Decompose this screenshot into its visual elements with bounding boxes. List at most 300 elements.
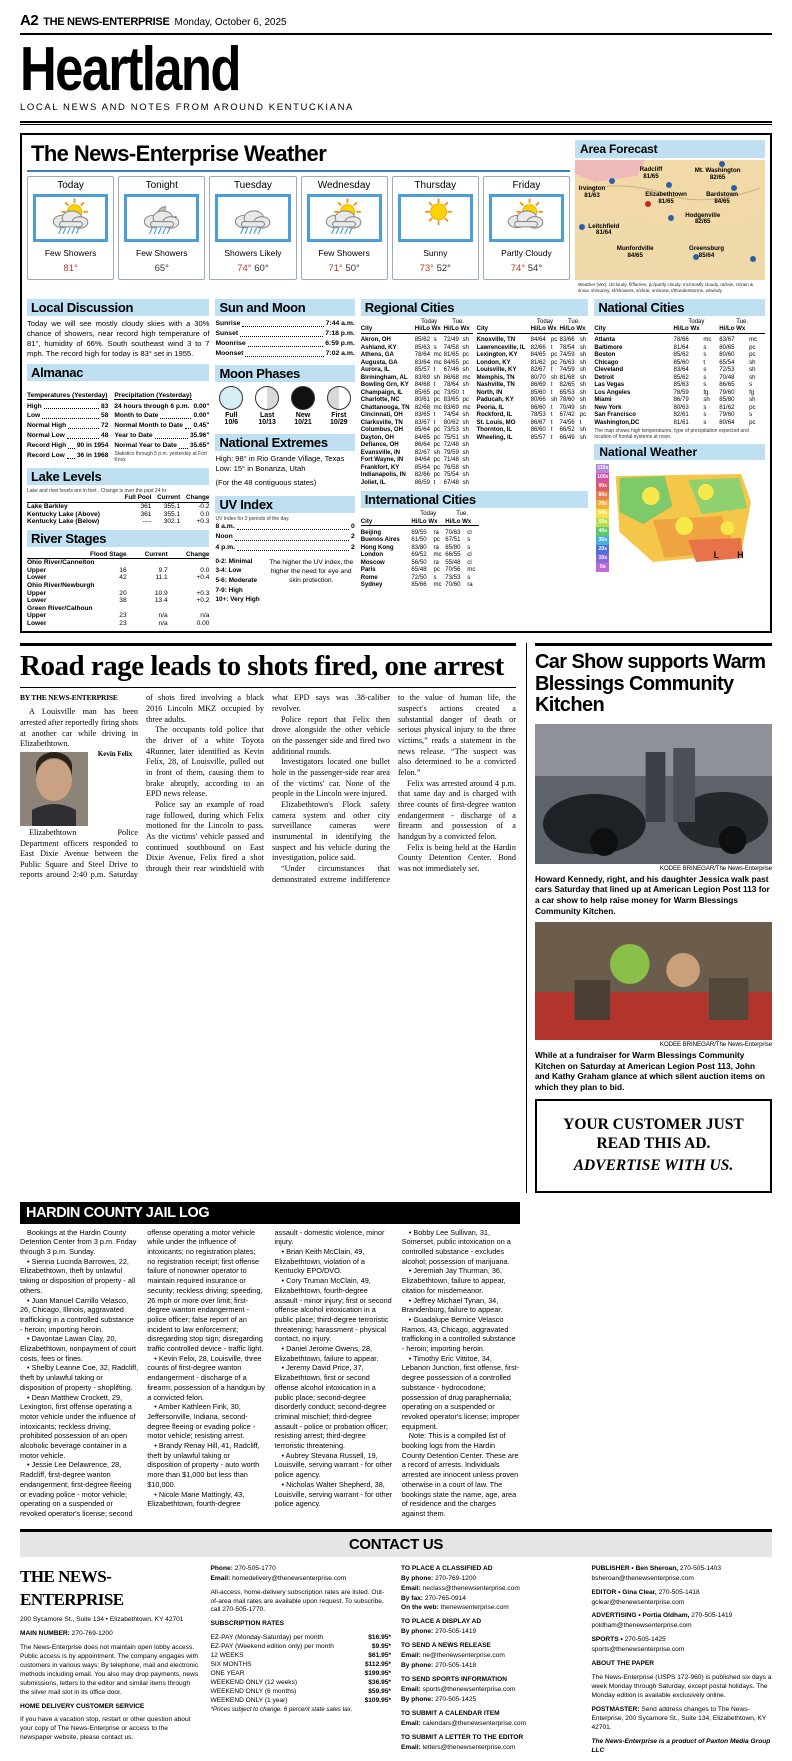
lake-row: Kentucky Lake (Above) 361 355.1 0.0 <box>27 510 210 518</box>
city-row: Detroit 85/62 s 70/48 sh <box>594 373 756 381</box>
city-row: Louisville, KY 82/67 t 74/59 sh <box>476 366 587 374</box>
city-row: Columbus, OH 85/64 pc 73/53 sh <box>360 426 469 434</box>
contact-address: 200 Sycamore St., Suite 134 • Elizabethtown, KY 42701 <box>20 1615 184 1623</box>
folio-page-number: A2 <box>20 12 39 29</box>
jail-log-entry: • Amber Kathleen Fink, 30, Jeffersonville, Indiana, second-degree fleeing or evading police - motor vehicle; resisting arrest. <box>147 1402 256 1441</box>
city-row: Frankfort, KY 85/64 pc 76/58 sh <box>360 463 469 471</box>
city-row: London 69/52 mc 66/55 cl <box>360 551 472 559</box>
contact-publisher-label: PUBLISHER • Ben Sheroan, <box>591 1564 679 1572</box>
national-cities-title: National Cities <box>594 299 765 316</box>
city-row: Hong Kong 83/80 ra 85/80 s <box>360 543 471 551</box>
contact-sports-dept-label: SPORTS • <box>591 1636 623 1644</box>
river-row: Lower 38 13.4 +0.2 <box>27 597 210 605</box>
jail-log-title: HARDIN COUNTY JAIL LOG <box>20 1202 520 1224</box>
jail-log-entry: • Brian Keith McClain, 49, Elizabethtown, violation of a Kentucky EPO/DVO. <box>274 1246 365 1276</box>
forecast-temps: 74° 60° <box>237 263 269 275</box>
forecast-condition: Few Showers <box>136 248 188 259</box>
contact-display-phone[interactable]: 270-505-1419 <box>435 1628 477 1636</box>
city-row: Birmingham, AL 83/69 sh 86/68 mc <box>360 373 471 381</box>
contact-classified-fax-label: By fax: <box>401 1594 423 1602</box>
legend-cell: 60s <box>596 509 609 518</box>
area-forecast-city: Greensburg 85/64 <box>689 245 725 259</box>
contact-editor-email[interactable]: gclear@thenewsenterprise.com <box>591 1598 685 1606</box>
city-row: Memphis, TN 80/70 sh 81/68 sh <box>476 373 587 381</box>
city-row: Rockford, IL 78/53 t 67/42 pc <box>476 411 587 419</box>
river-row: Lower 42 11.1 +0.4 <box>27 574 210 582</box>
house-ad[interactable] <box>535 1099 772 1193</box>
contact-sports-dept-phone[interactable]: 270-505-1425 <box>624 1636 666 1644</box>
city-row: Clarksville, TN 83/67 t 80/62 sh <box>360 418 469 426</box>
area-forecast-city: Mt. Washington 82/65 <box>694 167 741 181</box>
sun-cloud-rain-icon <box>307 194 382 242</box>
contact-publisher-email[interactable]: bsheroan@thenewsenterprise.com <box>591 1574 694 1582</box>
side-story-photo-2-caption: While at a fundraiser for Warm Blessings Community Kitchen on Saturday at American Legion Post 113, John and Kathy Graham glance at which silent auction items on which they plan to bid. <box>534 1050 765 1093</box>
svg-text:L: L <box>714 549 720 561</box>
side-story-photo-2 <box>535 922 772 1040</box>
weather-package <box>20 133 772 633</box>
contact-letter-title: TO SUBMIT A LETTER TO THE EDITOR <box>401 1733 524 1741</box>
national-extremes-low: Low: 15° in Bonanza, Utah <box>215 464 306 474</box>
contact-release-title: TO SEND A NEWS RELEASE <box>401 1642 491 1650</box>
contact-email[interactable]: homedelivery@thenewsenterprise.com <box>232 1574 347 1582</box>
area-forecast-city: Irvington 81/63 <box>578 185 606 199</box>
contact-rates-note: *Prices subject to change. 6 percent state sales tax. <box>210 1706 353 1714</box>
contact-sports-phone-label: By phone: <box>401 1696 434 1704</box>
side-story-headline: Car Show supports Warm Blessings Community Kitchen <box>534 651 766 717</box>
forecast-condition: Few Showers <box>318 248 370 259</box>
almanac-row: Year to Date 35.96" <box>114 432 210 440</box>
jail-log-entry: • Jeffrey Michael Tynan, 34, Brandenburg, failure to appear. <box>401 1295 503 1315</box>
local-discussion-text: Today we will see mostly cloudy skies with a 30% chance of showers, near record high temperature of 81°, humidity of 66%. South southeast wind 3 to 7 mph. The record high for today is 83° set in 1955. <box>27 318 210 358</box>
forecast-day-name: Today <box>57 180 84 192</box>
legend-cell: 50s <box>596 518 609 527</box>
forecast-day-wednesday <box>301 176 388 280</box>
contact-classified-phone[interactable]: 270-769-1200 <box>435 1574 477 1582</box>
jail-log-entry: • Kevin Felix, 28, Louisville, three counts of first-degree wanton endangerment - discharge of a firearm; possession of a handgun by a convicted felon. <box>147 1353 265 1402</box>
lead-story-paragraph: Elizabethtown Police Department officers responded to East Dixie Avenue between the Public Square and Steel Drive to reports around 2:40 p.m. Saturday of shots fired involving a black 2016 Lincoln MKZ occupied by three adults. <box>20 693 264 880</box>
moon-phase-first-icon: First 10/29 <box>327 386 351 426</box>
subscription-rate-row <box>211 1652 392 1661</box>
contact-home-delivery-text: If you have a vacation stop, restart or other question about your copy of The News-Enterprise or access to the newspaper website, please contact us. <box>20 1716 191 1742</box>
sun-moon-row: Sunset 7:18 p.m. <box>215 329 355 337</box>
lead-story-paragraph: Felix is being held at the Hardin County Detention Center. Bond was not immediately set. <box>397 842 516 873</box>
jail-log-entry: • Juan Manuel Carrillo Velasco, 26, Chicago, Illinois, aggravated trafficking in a controlled substance - heroin; importing heroin. <box>20 1295 134 1334</box>
contact-classified-title: TO PLACE A CLASSIFIED AD <box>401 1564 493 1572</box>
lead-story-paragraph: The occupants told police that the driver of a white Toyota 4Runner, later identified as Kevin Felix, 28, of Louisville, pulled out in front of them, causing them to brake abruptly, according to an EPD news release. <box>145 725 264 799</box>
city-row: Knoxville, TN 84/64 pc 83/66 sh <box>476 336 587 344</box>
city-row: Peoria, IL 86/60 t 70/49 sh <box>476 403 587 411</box>
contact-classified-web[interactable]: thenewsenterprise.com <box>440 1604 509 1612</box>
contact-sports-title: TO SEND SPORTS INFORMATION <box>401 1676 507 1684</box>
rate-price: $112.95* <box>364 1661 391 1669</box>
city-row: Charlotte, NC 80/61 pc 83/65 pc <box>360 396 469 404</box>
contact-email-label: Email: <box>210 1574 231 1582</box>
city-row: Thornton, IL 86/60 t 66/52 sh <box>476 426 587 434</box>
almanac-row: High 83 <box>27 402 109 410</box>
contact-logo: THE NEWS-ENTERPRISE <box>20 1566 124 1609</box>
almanac-row: Month to Date 0.00" <box>114 412 210 420</box>
almanac-row: Normal Low 48 <box>27 432 109 440</box>
national-weather-caption: The map shows high temperatures, type of precipitation expected and location of frontal systems at noon. <box>594 428 749 440</box>
city-row: San Francisco 82/61 s 79/60 s <box>594 411 753 419</box>
moon-cloud-rain-icon <box>124 194 199 242</box>
side-story-photo-1-credit: KODEE BRINEGAR/The News-Enterprise <box>659 864 772 872</box>
city-row: Paducah, KY 80/66 sh 78/60 sh <box>476 396 587 404</box>
moon-phase-full-icon: Full 10/6 <box>219 386 243 426</box>
contact-calendar-title: TO SUBMIT A CALENDAR ITEM <box>401 1710 500 1718</box>
jail-log-entry: • Brandy Renay Hill, 41, Radcliff, theft by unlawful taking or disposition of property - auto worth more than $1,000 but less than $10,000. <box>147 1441 260 1489</box>
legend-cell: 30s <box>596 536 609 545</box>
contact-release-email[interactable]: ne@thenewsenterprise.com <box>422 1652 505 1660</box>
rate-label: ONE YEAR <box>210 1670 245 1678</box>
lead-story-headline: Road rage leads to shots fired, one arrest <box>20 650 504 683</box>
national-extremes-title: National Extremes <box>215 434 354 451</box>
uv-index-rows <box>215 522 354 553</box>
national-extremes-note: (For the 48 contiguous states) <box>215 478 317 488</box>
almanac-precip-title: Precipitation (Yesterday) <box>114 391 192 399</box>
contact-release-email-label: Email: <box>401 1652 421 1660</box>
jail-log-entry: Note: This is a compiled list of booking logs from the Hardin County Detention Center. These are a record of arrests. Individuals arrested are innocent unless proven otherwise in a court of law. The bookings state the name, age, area of residence and the charges against them. <box>401 1431 519 1518</box>
side-story-rule <box>535 643 772 646</box>
news-region <box>20 643 772 1193</box>
contact-calendar-email-label: Email: <box>401 1720 421 1728</box>
almanac-row: Normal Month to Date 0.45" <box>114 422 210 430</box>
almanac-row: Record High 90 in 1954 <box>27 442 109 450</box>
legend-cell: 40s <box>596 527 609 536</box>
river-row: Upper 20 10.9 +0.3 <box>27 589 210 597</box>
rate-label: EZ-PAY (Monday-Saturday) per month <box>210 1634 324 1642</box>
contact-advertising-phone[interactable]: 270-505-1419 <box>691 1612 733 1620</box>
svg-text:H: H <box>737 549 744 561</box>
masthead-title: Heartland <box>20 35 240 104</box>
uv-row: Noon 2 <box>215 533 355 541</box>
regional-cities-tables <box>361 319 589 487</box>
uv-scale-list <box>215 557 259 605</box>
jail-log-entry: • Daniel Jerome Owens, 28, Elizabethtown, failure to appear. <box>274 1344 379 1363</box>
legend-cell: 110s <box>597 465 609 471</box>
contact-column-subscription <box>211 1565 392 1761</box>
weather-forecast-strip <box>27 140 570 293</box>
subscription-rate-row <box>211 1679 392 1688</box>
area-forecast-title: Area Forecast <box>575 140 765 158</box>
mugshot-photo <box>20 752 88 826</box>
contact-sports-phone[interactable]: 270-505-1425 <box>435 1696 477 1704</box>
city-row: Beijing 69/55 ra 70/63 cl <box>360 528 472 536</box>
city-row: Buenos Aires 61/50 pc 67/51 s <box>360 536 471 544</box>
contact-sports-email[interactable]: sports@thenewsenterprise.com <box>422 1686 516 1694</box>
almanac-temps-title: Temperatures (Yesterday) <box>27 391 108 399</box>
sun-cloud-rain-icon <box>33 194 108 242</box>
city-row: Lexington, KY 84/65 pc 74/59 sh <box>476 351 587 359</box>
jail-log-entry: Bookings at the Hardin County Detention Center from 3 p.m. Friday through 3 p.m. Sunday. <box>20 1227 137 1256</box>
sun-moon-row: Moonset 7:02 a.m. <box>215 350 355 358</box>
contact-release-phone[interactable]: 270-505-1418 <box>435 1662 477 1670</box>
area-forecast-city-dot <box>666 182 672 188</box>
weather-data-grid <box>27 299 765 628</box>
moon-phases-row <box>215 386 354 426</box>
city-row: Atlanta 78/66 mc 83/67 mc <box>594 336 758 344</box>
city-row: Champaign, IL 85/65 pc 73/50 t <box>360 388 465 396</box>
folio-paper-name: THE NEWS-ENTERPRISE <box>43 16 170 28</box>
contact-phone[interactable]: 270-505-1770 <box>234 1564 276 1572</box>
subscription-rate-row <box>211 1697 392 1706</box>
city-row: Miami 86/79 sh 85/80 sh <box>594 396 756 404</box>
city-row: St. Louis, MO 86/67 t 74/56 t <box>476 418 582 426</box>
contact-lobby-text: The News-Enterprise does not maintain open lobby access. Public access is by appointment. The company engages with customers in various ways: By telephone, mail and electronic methods including email. You also may drop payments, news submissions, letters to the editor and similar items through the silver mail slot in its office door. <box>20 1643 199 1696</box>
weather-column-regional <box>361 299 589 628</box>
forecast-day-tonight <box>118 176 205 280</box>
mugshot-caption: Kevin Felix <box>97 749 133 758</box>
rate-price: $59.95* <box>368 1688 391 1696</box>
contact-classified-email[interactable]: neclass@thenewsenterprise.com <box>422 1584 520 1592</box>
jail-log-entry: • Cory Truman McClain, 49, Elizabethtown, fourth-degree assault - minor injury; first or second offense alcohol intoxication in a public place; third-degree terroristic threatening; harassment - physical contact, no injury. <box>274 1276 392 1344</box>
jail-log-entry: • Guadalupe Bernice Velasco Ramos, 43, Chicago, aggravated trafficking in a controlled substance - heroin; importing heroin. <box>401 1314 516 1354</box>
contact-grid <box>20 1557 772 1761</box>
jail-log-entry: • Jeremy David Price, 37, Elizabethtown, first or second offense alcohol intoxication in a public place; second-degree disorderly conduct; second-degree criminal mischief; third-degree assault - police or probation officer; resisting arrest; third-degree terroristic threatening. <box>274 1363 388 1451</box>
jail-log-entry: • Bobby Lee Sullivan, 31, Somerset, public intoxication on a controlled substance - excludes alcohol; possession of marijuana. <box>401 1227 511 1266</box>
lake-levels-note: Lake and river levels are in feet . Change is over the past 24 hr <box>27 488 167 495</box>
forecast-condition: Showers Likely <box>224 248 282 259</box>
forecast-temps: 81° <box>63 263 78 275</box>
contact-release-phone-label: By phone: <box>401 1662 434 1670</box>
city-row: Athens, GA 78/64 mc 81/65 pc <box>360 351 469 359</box>
weather-title-rule <box>27 170 570 172</box>
almanac-row: Low 58 <box>27 412 109 420</box>
regional-cities-left-table: Today Tue. City Hi/Lo Wx Hi/Lo Wx Akron, OH 85/62 s 72/49 sh Ashland, KY 85/63 s 74/58 sh Athens, GA 78/64 mc 81/65 pc Augusta, GA 83/64 mc 84/65 pc Aurora, IL 85/57 t 67/46 sh Birmingham, AL 83/69 sh 86/68 mc Bowling Grn, KY 84/68 t 78/64 sh Champaign, IL 85/65 pc 73/50 t Charlotte, NC 80/61 pc 83/65 pc Chattanooga, TN 82/68 mc 83/69 mc Cincinnati, OH 83/65 t 74/54 sh Clarksville, TN 83/67 t 80/62 sh Columbus, OH 85/64 pc 73/53 sh Dayton, OH 84/65 pc 75/51 sh Defiance, OH 86/64 pc 72/48 sh Evansville, IN 82/67 sh 79/59 sh Fort Wayne, IN 84/64 pc 71/48 sh Frankfort, KY 85/64 pc 76/58 sh Indianapolis, IN 82/66 pc 75/54 sh Joliet, IL 86/59 t 67/48 sh <box>360 318 471 486</box>
side-story-photo-1 <box>535 724 772 864</box>
contact-classified-web-label: On the web: <box>401 1604 439 1612</box>
area-forecast-panel <box>575 140 765 293</box>
national-cities-table: Today Tue. City Hi/Lo Wx Hi/Lo Wx Atlanta 78/66 mc 83/67 mc Baltimore 81/64 s 80/65 pc Boston 85/62 s 80/60 pc Chicago 85/60 t 65/54 sh Cleveland 83/64 s 72/53 sh Detroit 85/62 s 70/48 sh Las Vegas 85/63 s 86/65 s Los Angeles 78/59 fg 79/60 fg Miami 86/79 sh 85/80 sh New York 80/63 s 81/62 pc San Francisco 82/61 s 79/60 s Washington,DC 81/61 s 80/64 pc <box>594 319 765 427</box>
national-extremes-high: High: 98° in Rio Grande Village, Texas <box>215 454 345 464</box>
almanac-title: Almanac <box>27 364 209 381</box>
contact-column-departments <box>401 1565 582 1761</box>
forecast-condition: Partly Cloudy <box>501 248 552 259</box>
legend-cell: 0s <box>596 563 609 572</box>
house-ad-line-1: YOUR CUSTOMER JUST READ THIS AD. <box>563 1115 744 1153</box>
lead-story-paragraph: Felix was arrested around 4 p.m. that same day and is charged with three counts of first-degree wanton endangerment - discharge of a firearm and possession of a handgun by a convicted felon. <box>397 778 516 841</box>
lake-row: Kentucky Lake (Below) ---- 302.1 +0.3 <box>27 518 210 526</box>
side-story-photo-1-caption: Howard Kennedy, right, and his daughter Jessica walk past cars Saturday that lined up at American Legion Post 113 for a car show to help raise money for Warm Blessings Community Kitchen. <box>534 873 770 916</box>
subscription-rate-row <box>211 1688 392 1697</box>
contact-postmaster-title: POSTMASTER: <box>591 1706 640 1714</box>
area-forecast-city: Bardstown 84/65 <box>706 191 739 205</box>
weather-column-sun-moon <box>215 299 354 628</box>
lead-story-paragraph: Police say an example of road rage followed, during which Felix motioned for the Lincoln to pass. As the victims' vehicle passed and continued southbound on East Dixie Avenue, Felix fired a shot through their rear windshield with what EPD says was .38-caliber revolver. <box>145 693 390 873</box>
city-row: Las Vegas 85/63 s 86/65 s <box>594 381 753 389</box>
uv-row: 8 a.m. 0 <box>215 523 355 531</box>
lead-story-rule <box>20 643 516 646</box>
contact-classified-email-label: Email: <box>401 1584 421 1592</box>
city-row: Los Angeles 78/59 fg 79/60 fg <box>594 388 755 396</box>
jail-log-entry: • Davontae Lawan Clay, 20, Elizabethtown, nonpayment of court costs, fees or fines. <box>20 1334 137 1363</box>
forecast-temps: 65° <box>154 263 169 275</box>
almanac-row: Record Low 36 in 1968 <box>27 452 109 460</box>
subscription-rate-row <box>211 1661 392 1670</box>
forecast-condition: Few Showers <box>44 248 97 259</box>
contact-subscribe-text: All-access, home-delivery subscription rates are listed. Out-of-area mail rates are available upon request. To subscribe, call 270-505-1770. <box>210 1588 385 1614</box>
sun-and-moon-title: Sun and Moon <box>215 299 354 316</box>
weather-title: The News-Enterprise Weather <box>31 141 327 167</box>
contact-main-number-label: MAIN NUMBER: <box>20 1629 70 1637</box>
almanac-precipitation <box>114 384 209 463</box>
regional-cities-title: Regional Cities <box>361 299 589 316</box>
forecast-temps: 74° 54° <box>510 263 543 275</box>
river-stages-table: Flood Stage Current Change Ohio River/Cannelton Upper 16 9.7 0.0 Lower 42 11.1 +0.4 Ohio River/Newburgh Upper 20 10.9 +0.3 Lower 38 13.4 +0.2 Green River/Calhoun Upper 23 n/a n/a Lower 23 n/a 0.00 <box>27 550 210 628</box>
area-forecast-city-dot <box>579 224 585 230</box>
contact-display-phone-label: By phone: <box>401 1628 434 1636</box>
city-row: Akron, OH 85/62 s 72/49 sh <box>360 336 469 344</box>
weather-top <box>27 140 765 293</box>
jail-log-entry: • Dean Matthew Crockett, 29, Lexington, first offense operating a motor vehicle under the influence of intoxicants; reckless driving; prohibited possession of an open alcoholic beverage container in a motor vehicle. <box>20 1392 136 1460</box>
lake-levels-title: Lake Levels <box>27 468 209 485</box>
contact-sports-email-label: Email: <box>401 1686 421 1694</box>
area-forecast-city: Hodgenville 82/65 <box>685 211 721 226</box>
rate-price: $199.95* <box>364 1670 391 1678</box>
uv-index-legend <box>215 557 354 605</box>
contact-editor-phone[interactable]: 270-505-1418 <box>658 1588 700 1596</box>
weather-column-local <box>27 299 209 628</box>
forecast-day-friday <box>483 176 570 280</box>
contact-display-title: TO PLACE A DISPLAY AD <box>401 1618 482 1626</box>
city-row: Nashville, TN 86/69 t 82/65 sh <box>476 381 587 389</box>
local-discussion-title: Local Discussion <box>27 299 209 316</box>
river-row: Lower 23 n/a 0.00 <box>27 620 210 628</box>
lead-story <box>20 643 516 1193</box>
almanac-row: Normal High 72 <box>27 422 109 430</box>
city-row: Cincinnati, OH 83/65 t 74/54 sh <box>360 411 469 419</box>
contact-publisher-phone[interactable]: 270-505-1403 <box>679 1564 721 1572</box>
city-row: Fort Wayne, IN 84/64 pc 71/48 sh <box>360 456 469 464</box>
moon-phase-last-icon: Last 10/13 <box>255 386 279 426</box>
city-row: Ashland, KY 85/63 s 74/58 sh <box>360 343 469 351</box>
contact-about-text: The News-Enterprise (USPS 172-960) is published six days a week Monday through Saturday, except postal holidays. The Monday edition is available exclusively online. <box>591 1674 772 1700</box>
lead-story-paragraph: Investigators located one bullet hole in the passenger-side rear area of the victims' car. None of the people in the Lincoln were injured. <box>271 757 390 799</box>
forecast-day-name: Thursday <box>414 180 457 192</box>
forecast-days <box>27 176 570 280</box>
area-forecast-map <box>575 160 765 280</box>
side-story <box>526 643 772 1193</box>
city-row: Lawrenceville, IL 82/66 t 78/54 sh <box>476 343 587 351</box>
contact-main-number[interactable]: 270-769-1200 <box>71 1629 113 1637</box>
sun-moon-row: Moonrise 6:59 p.m. <box>215 339 355 347</box>
rate-price: $61.95* <box>368 1652 391 1660</box>
rate-price: $9.95* <box>371 1643 391 1651</box>
section-masthead <box>20 35 772 113</box>
contact-phone-label: Phone: <box>210 1564 233 1572</box>
uv-scale-item: 7-9: High <box>215 586 243 594</box>
forecast-condition: Sunny <box>423 248 448 259</box>
rate-label: WEEKEND ONLY (6 months) <box>210 1688 297 1696</box>
rate-price: $16.95* <box>368 1634 391 1642</box>
contact-postmaster-text: Send address changes to The News-Enterprise, 200 Sycamore St., Suite 134, Elizabethtown, KY 42701. <box>591 1706 767 1732</box>
city-row: Cleveland 83/64 s 72/53 sh <box>594 366 756 374</box>
uv-scale-item: 10+: Very High <box>215 596 260 604</box>
side-story-photo-2-credit: KODEE BRINEGAR/The News-Enterprise <box>659 1041 772 1049</box>
forecast-temps: 71° 50° <box>328 263 360 275</box>
contact-editor-label: EDITOR • Gina Clear, <box>591 1588 657 1596</box>
contact-section <box>20 1529 772 1761</box>
legend-cell: 100s <box>597 474 609 480</box>
river-group: Green River/Calhoun <box>27 604 93 612</box>
city-row: Chicago 85/60 t 65/54 sh <box>594 358 756 366</box>
moon-phase-new-icon: New 10/21 <box>291 386 315 426</box>
city-row: Evansville, IN 82/67 sh 79/59 sh <box>360 448 469 456</box>
international-cities-title: International Cities <box>361 491 589 508</box>
contact-advertising-email[interactable]: poldham@thenewsenterprise.com <box>591 1622 692 1630</box>
almanac-temperatures <box>27 384 108 463</box>
contact-letter-email[interactable]: letters@thenewsenterprise.com <box>422 1743 516 1751</box>
forecast-day-name: Wednesday <box>317 180 371 192</box>
almanac-row: Normal Year to Date 35.65" <box>114 442 210 450</box>
almanac-footnote: Statistics through 5 p.m. yesterday at Fort Knox <box>114 451 207 464</box>
city-row: New York 80/63 s 81/62 pc <box>594 403 756 411</box>
national-weather-map <box>594 462 765 574</box>
city-row: North, IN 85/60 t 65/53 sh <box>476 388 587 396</box>
rate-label: 12 WEEKS <box>210 1652 244 1660</box>
city-row: Augusta, GA 83/64 mc 84/65 pc <box>360 358 469 366</box>
contact-column-masthead <box>20 1565 201 1761</box>
house-ad-line-2: ADVERTISE WITH US. <box>573 1157 734 1175</box>
rate-label: WEEKEND ONLY (1 year) <box>210 1697 288 1705</box>
jail-log-entry: • Jessie Lee Delawrence, 28, Radcliff, first-degree wanton endangerment; first-degree fleeing or evading police - motor vehicle; operating on a suspended or revoked operator's license; second offense operating a motor vehicle while under the influence of intoxicants; no registration plates; no registration receipt; first offense failure of nonowner operator to maintain required insurance or security; reckless driving; speeding, 26 mph or more over limit; first-degree wanton endangerment - police officer; false report of an incident to law enforcement; disregarding stop sign; disregarding traffic controlled device - traffic light. <box>20 1227 264 1518</box>
sun-cloud-icon <box>489 194 564 242</box>
contact-product-note: The News-Enterprise is a product of Paxton Media Group LLC <box>591 1737 771 1754</box>
legend-cell: 70s <box>596 500 609 509</box>
area-forecast-city: Munfordville 84/65 <box>616 245 654 259</box>
lake-row: Lake Barkley 361 355.1 -0.2 <box>27 502 210 510</box>
weather-column-national <box>594 299 765 628</box>
city-row: Boston 85/62 s 80/60 pc <box>594 351 756 359</box>
contact-classified-phone-label: By phone: <box>401 1574 434 1582</box>
jail-log-entry: • Nicole Marie Mattingly, 43, Elizabethtown, fourth-degree assault - domestic violence, minor injury. <box>147 1227 385 1509</box>
city-row: Dayton, OH 84/65 pc 75/51 sh <box>360 433 469 441</box>
jail-log-entry: • Jeremiah Jay Thurman, 36, Elizabethtown, failure to appear, citation for misdemeanor. <box>401 1266 506 1295</box>
uv-scale-item: 5-6: Moderate <box>215 577 258 585</box>
city-row: London, KY 81/62 pc 76/63 sh <box>476 358 587 366</box>
uv-index-tip: The higher the UV index, the higher the need for eye and skin protection. <box>269 558 354 584</box>
river-row: Upper 23 n/a n/a <box>27 612 210 620</box>
city-row: Paris 65/48 pc 70/56 mc <box>360 566 476 574</box>
legend-cell: 20s <box>596 545 609 554</box>
jail-log-entry: • Sienna Lucinda Barrowes, 22, Elizabethtown, theft by unlawful taking or disposition of property - all others. <box>20 1256 136 1295</box>
city-row: Defiance, OH 86/64 pc 72/48 sh <box>360 441 469 449</box>
forecast-day-name: Tonight <box>145 180 178 192</box>
uv-index-note: UV Index for 3 periods of the day. <box>215 516 290 523</box>
rate-price: $36.95* <box>368 1679 391 1687</box>
sun-moon-row: Sunrise 7:44 a.m. <box>215 319 355 327</box>
lead-story-paragraph: A Louisville man has been arrested after reportedly firing shots at another car while driving in Elizabethtown. <box>20 707 138 749</box>
forecast-day-name: Friday <box>512 180 541 192</box>
river-group: Ohio River/Newburgh <box>27 582 95 590</box>
jail-log-entry: • Shelby Leanne Coe, 32, Radcliff, theft by unlawful taking or disposition of property - shoplifting. <box>20 1363 139 1392</box>
contact-sports-dept-email[interactable]: sports@thenewsenterprise.com <box>591 1646 685 1654</box>
city-row: Wheeling, IL 85/57 t 66/49 sh <box>476 433 587 441</box>
forecast-day-tuesday <box>209 176 296 280</box>
city-row: Moscow 56/50 ra 55/48 cl <box>360 558 472 566</box>
river-row: Upper 16 9.7 0.0 <box>27 566 210 574</box>
city-row: Aurora, IL 85/57 t 67/46 sh <box>360 366 469 374</box>
contact-calendar-email[interactable]: calendars@thenewsenterprise.com <box>422 1720 527 1728</box>
sun-and-moon-rows <box>215 319 354 360</box>
river-group: Ohio River/Cannelton <box>27 559 95 567</box>
uv-index-title: UV Index <box>215 496 354 513</box>
masthead-rule <box>20 121 772 125</box>
city-row: Rome 72/50 s 73/53 s <box>360 573 471 581</box>
folio <box>20 0 772 29</box>
city-row: Bowling Grn, KY 84/68 t 78/64 sh <box>360 381 469 389</box>
national-weather-legend <box>596 464 609 572</box>
